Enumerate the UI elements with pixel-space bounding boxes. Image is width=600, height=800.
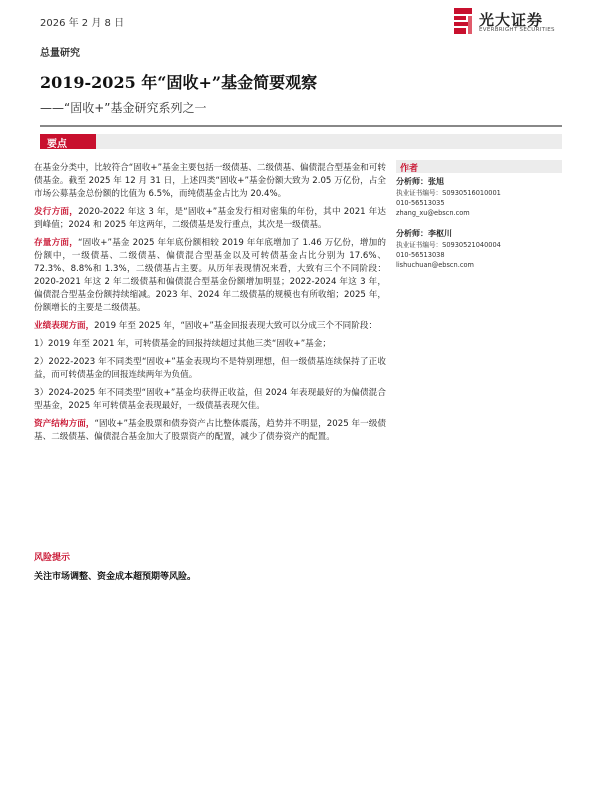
key-points-tag <box>40 134 96 149</box>
risk-title: 风险提示 <box>34 553 71 563</box>
key-points-section-bar <box>40 134 562 149</box>
brand-logo <box>452 8 580 36</box>
report-category: 总量研究 <box>40 48 80 59</box>
analyst-card <box>396 176 562 218</box>
paragraph-performance: 业绩表现方面，2019 年至 2025 年，“固收+”基金回报表现大致可以分成三个不同阶段： <box>34 321 378 331</box>
author-sidebar <box>396 160 562 280</box>
title-divider <box>40 125 562 127</box>
analyst-license: 执业证书编号：S0930516010001 <box>396 189 501 197</box>
paragraph-asset-structure: 资产结构方面，“固收+”基金股票和债券资产占比整体震荡，趋势并不明显，2025 年一级债基、二级债基、偏债混合基金加大了股票资产的配置，减少了债券资产的配置。 <box>34 419 386 442</box>
analyst-card <box>396 228 562 270</box>
paragraph-stage-1: 1）2019 年至 2021 年，可转债基金的回报持续超过其他三类“固收+”基金； <box>34 339 331 349</box>
paragraph-issuance: 发行方面，2020-2022 年这 3 年，是“固收+”基金发行相对密集的年份，其中 2021 年达到峰值；2024 和 2025 年这两年，二级债基是发行重点，其次是一级债基。 <box>34 207 386 230</box>
paragraph-stage-2: 2）2022-2023 年不同类型“固收+”基金表现均不是特别理想，但一级债基连续保持了正收益，而可转债基金的回报连续两年为负值。 <box>34 357 386 380</box>
paragraph: 在基金分类中，比较符合“固收+”基金主要包括一级债基、二级债基、偏债混合型基金和可转债基金。截至 2025 年 12 月 31 日，上述四类“固收+”基金份额大致为 2.05 万亿份，占全市场公募基金总份额的比值为 6.5%，而纯债基金占比为 20.4%。 <box>34 163 386 199</box>
report-date: 2026 年 2 月 8 日 <box>40 18 125 29</box>
report-subtitle: ——“固收+”基金研究系列之一 <box>40 101 207 115</box>
key-points-label: 要点 <box>47 139 67 150</box>
analyst-license: 执业证书编号：S0930521040004 <box>396 241 501 249</box>
report-title: 2019-2025 年“固收+”基金简要观察 <box>40 73 318 92</box>
logo-text-en: EVERBRIGHT SECURITIES <box>479 27 555 33</box>
analyst-email[interactable]: zhang_xu@ebscn.com <box>396 209 470 217</box>
paragraph-stock: 存量方面，“固收+”基金 2025 年年底份额相较 2019 年年底增加了 1.46 万亿份，增加的份额中，一级债基、二级债基、偏债混合型基金以及可转债基金占比分别为 17.6%、72.3%、8.8%和 1.3%，二级债基占主要。从历年表现情况来看，大致有三个不同阶段：2020-2021 年这 2 年二级债基和偏债混合型基金份额增加明显；2022-2024 年这 3 年，偏债混合型基金份额持续缩减。2023 年、2024 年二级债基的规模也有所收缩；2025 年，份额增长的主要是二级债基。 <box>34 238 386 313</box>
paragraph-stage-3: 3）2024-2025 年不同类型“固收+”基金均获得正收益，但 2024 年表现最好的为偏债混合型基金，2025 年可转债基金表现最好，一级债基表现欠佳。 <box>34 388 386 411</box>
analyst-name: 分析师：李枢川 <box>396 229 452 238</box>
analyst-name: 分析师：张旭 <box>396 177 444 186</box>
key-points-body <box>34 162 386 449</box>
risk-text: 关注市场调整、资金成本超预期等风险。 <box>34 572 197 582</box>
author-header <box>396 160 562 173</box>
logo-text-cn: 光大证券 <box>479 11 544 29</box>
analyst-phone: 010-56513035 <box>396 199 445 207</box>
analyst-phone: 010-56513038 <box>396 251 445 259</box>
author-header-label: 作者 <box>400 164 419 174</box>
everbright-logo-icon <box>452 8 474 34</box>
analyst-email[interactable]: lishuchuan@ebscn.com <box>396 261 474 269</box>
